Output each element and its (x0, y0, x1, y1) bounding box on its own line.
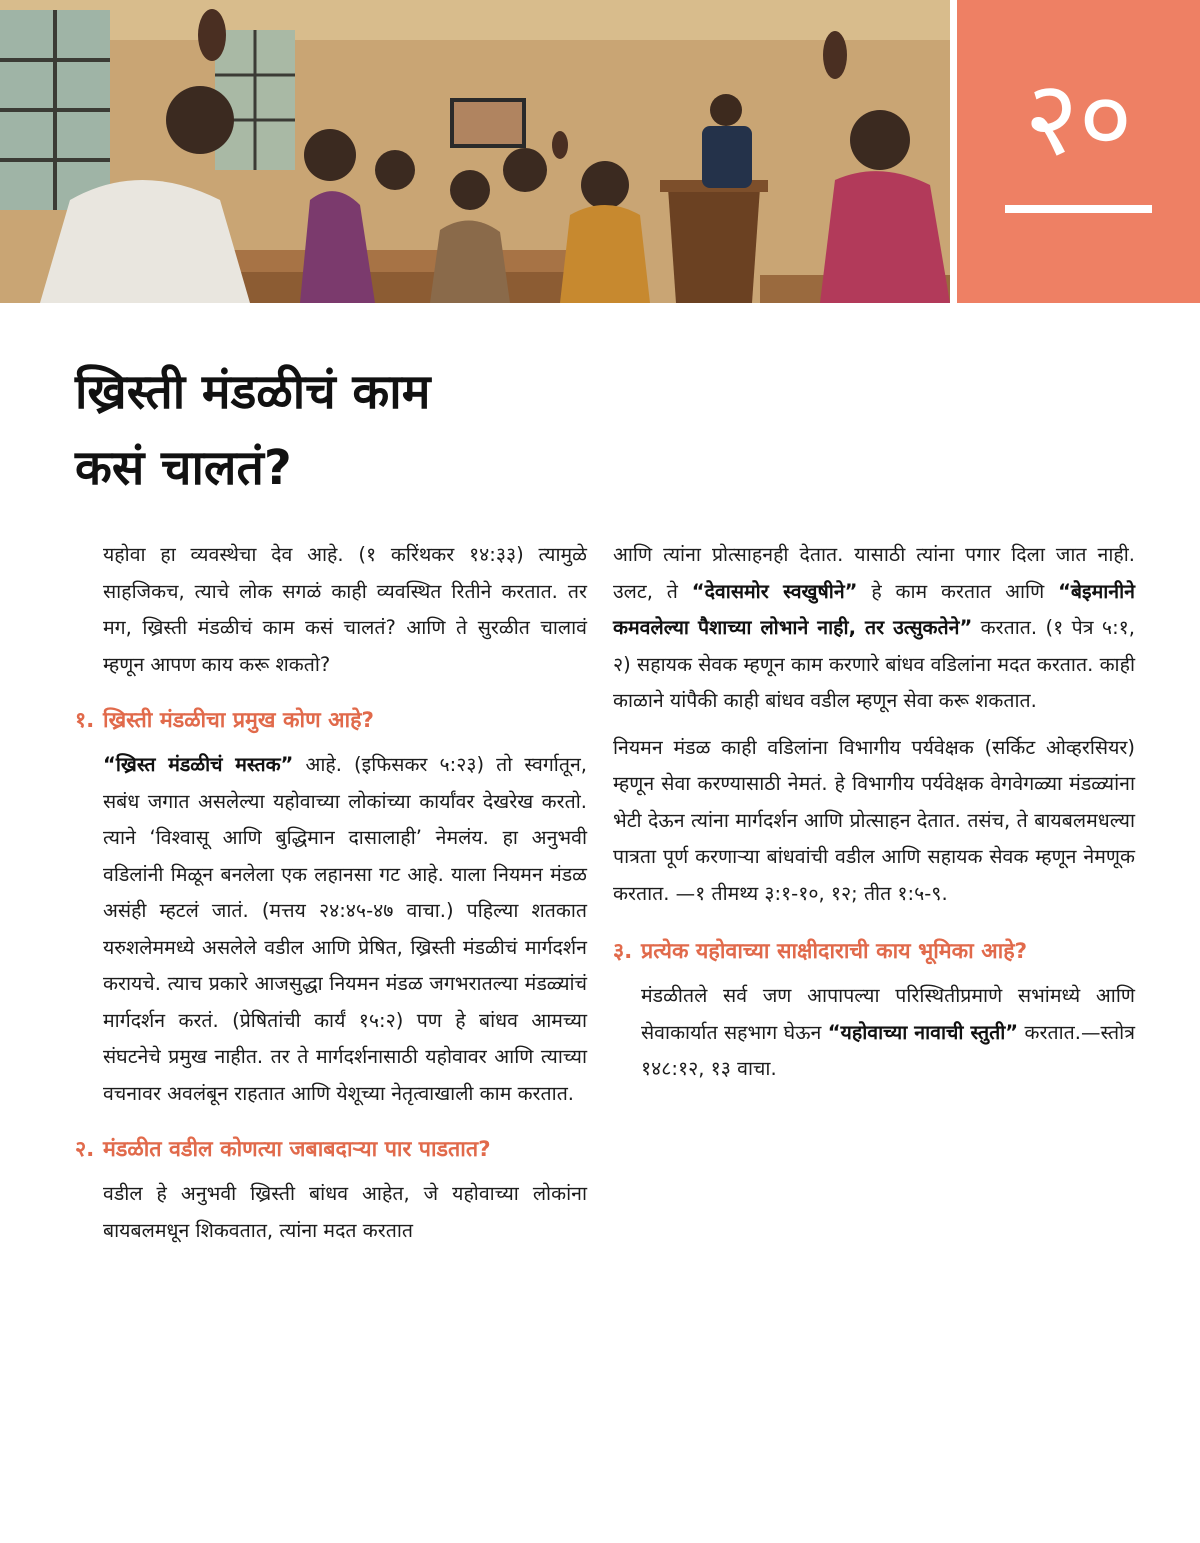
lesson-number-badge (957, 0, 1200, 303)
answer-1-bold: “ख्रिस्त मंडळीचं मस्तक” (103, 753, 294, 776)
question-1-text: ख्रिस्ती मंडळीचा प्रमुख कोण आहे? (103, 708, 374, 733)
lesson-number: २० (1024, 57, 1133, 179)
question-1 (75, 703, 587, 739)
answer-2-paragraph-start: वडील हे अनुभवी ख्रिस्ती बांधव आहेत, जे यहोवाच्या लोकांना बायबलमधून शिकवतात, त्यांना मदत करतात (103, 1182, 587, 1242)
question-2 (75, 1132, 587, 1168)
answer-2-mid: हे काम करतात आणि (857, 579, 1059, 603)
question-2-number: २. (75, 1137, 95, 1162)
left-column (75, 537, 587, 1259)
answer-3-bold: “यहोवाच्या नावाची स्तुती” (827, 1020, 1019, 1044)
answer-2-bold-2: “बेइमानीने कमवलेल्या पैशाच्या लोभाने नाही, तर उत्सुकतेने” (613, 579, 1135, 639)
question-3-text: प्रत्येक यहोवाच्या साक्षीदाराची काय भूमिका आहे? (641, 939, 1028, 964)
answer-2-paragraph-2: नियमन मंडळ काही वडिलांना विभागीय पर्यवेक्षक (सर्किट ओव्हरसियर) म्हणून सेवा करण्यासाठी नेमतं. हे विभागीय पर्यवेक्षक वेगवेगळ्या मंडळ्यांना भेटी देऊन त्यांना मार्गदर्शन आणि प्रोत्साहन देतात. तसंच, ते बायबलमधल्या पात्रता पूर्ण करणाऱ्या बांधवांची वडील आणि सहायक सेवक म्हणून नेमणूक करतात. —१ तीमथ्य ३:१-१०, १२; तीत १:५-९. (613, 735, 1135, 905)
answer-3-paragraph (613, 978, 1135, 1088)
badge-underline (1005, 205, 1152, 213)
answer-3-start: मंडळीतले सर्व जण आपापल्या परिस्थितीप्रमाणे सभांमध्ये आणि सेवाकार्यात सहभाग घेऊन (641, 984, 1135, 1044)
answer-3-end: करतात.—स्तोत्र १४८:१२, १३ वाचा. (641, 1020, 1135, 1080)
answer-2-paragraph-continued (613, 537, 1135, 720)
answer-2-cont: आणि त्यांना प्रोत्साहनही देतात. यासाठी त्यांना पगार दिला जात नाही. उलट, ते (613, 543, 1135, 603)
answer-2-bold-1: “देवासमोर स्वखुषीने” (691, 579, 858, 603)
right-column (613, 537, 1135, 1098)
title-line-2: कसं चालतं? (75, 440, 292, 496)
page-title (75, 354, 695, 506)
question-2-text: मंडळीत वडील कोणत्या जबाबदाऱ्या पार पाडतात? (103, 1137, 491, 1162)
answer-2-end: करतात. (१ पेत्र ५:१, २) सहायक सेवक म्हणून काम करणारे बांधव वडिलांना मदत करतात. काही काळाने यांपैकी काही बांधव वडील म्हणून सेवा करू शकतात. (613, 616, 1135, 712)
question-3 (613, 934, 1135, 970)
question-1-number: १. (75, 708, 95, 733)
title-line-1: ख्रिस्ती मंडळीचं काम (75, 364, 431, 420)
hero-image (0, 0, 950, 303)
answer-1-body: आहे. (इफिसकर ५:२३) तो स्वर्गातून, सबंध जगात असलेल्या यहोवाच्या लोकांच्या कार्यांवर देखरेख करतो. त्याने ‘विश्वासू आणि बुद्धिमान दासालाही’ नेमलंय. हा अनुभवी वडिलांनी मिळून बनलेला एक लहानसा गट आहे. याला नियमन मंडळ असंही म्हटलं जातं. (मत्तय २४:४५-४७ वाचा.) पहिल्या शतकात यरुशलेममध्ये असलेले वडील आणि प्रेषित, ख्रिस्ती मंडळीचं मार्गदर्शन करायचे. त्याच प्रकारे आजसुद्धा नियमन मंडळ जगभरातल्या मंडळ्यांचं मार्गदर्शन करतं. (प्रेषितांची कार्यं १५:२) पण हे बांधव आमच्या संघटनेचे प्रमुख नाहीत. तर ते मार्गदर्शनासाठी यहोवावर आणि त्याच्या वचनावर अवलंबून राहतात आणि येशूच्या नेतृत्वाखाली काम करतात. (103, 753, 587, 1105)
answer-1-paragraph (75, 747, 587, 1112)
question-3-number: ३. (613, 939, 633, 964)
congregation-meeting-photo (0, 0, 950, 303)
intro-paragraph: यहोवा हा व्यवस्थेचा देव आहे. (१ करिंथकर १४:३३) त्यामुळे साहजिकच, त्याचे लोक सगळं काही व्यवस्थित रितीने करतात. तर मग, ख्रिस्ती मंडळीचं काम कसं चालतं? आणि ते सुरळीत चालावं म्हणून आपण काय करू शकतो? (103, 543, 587, 676)
